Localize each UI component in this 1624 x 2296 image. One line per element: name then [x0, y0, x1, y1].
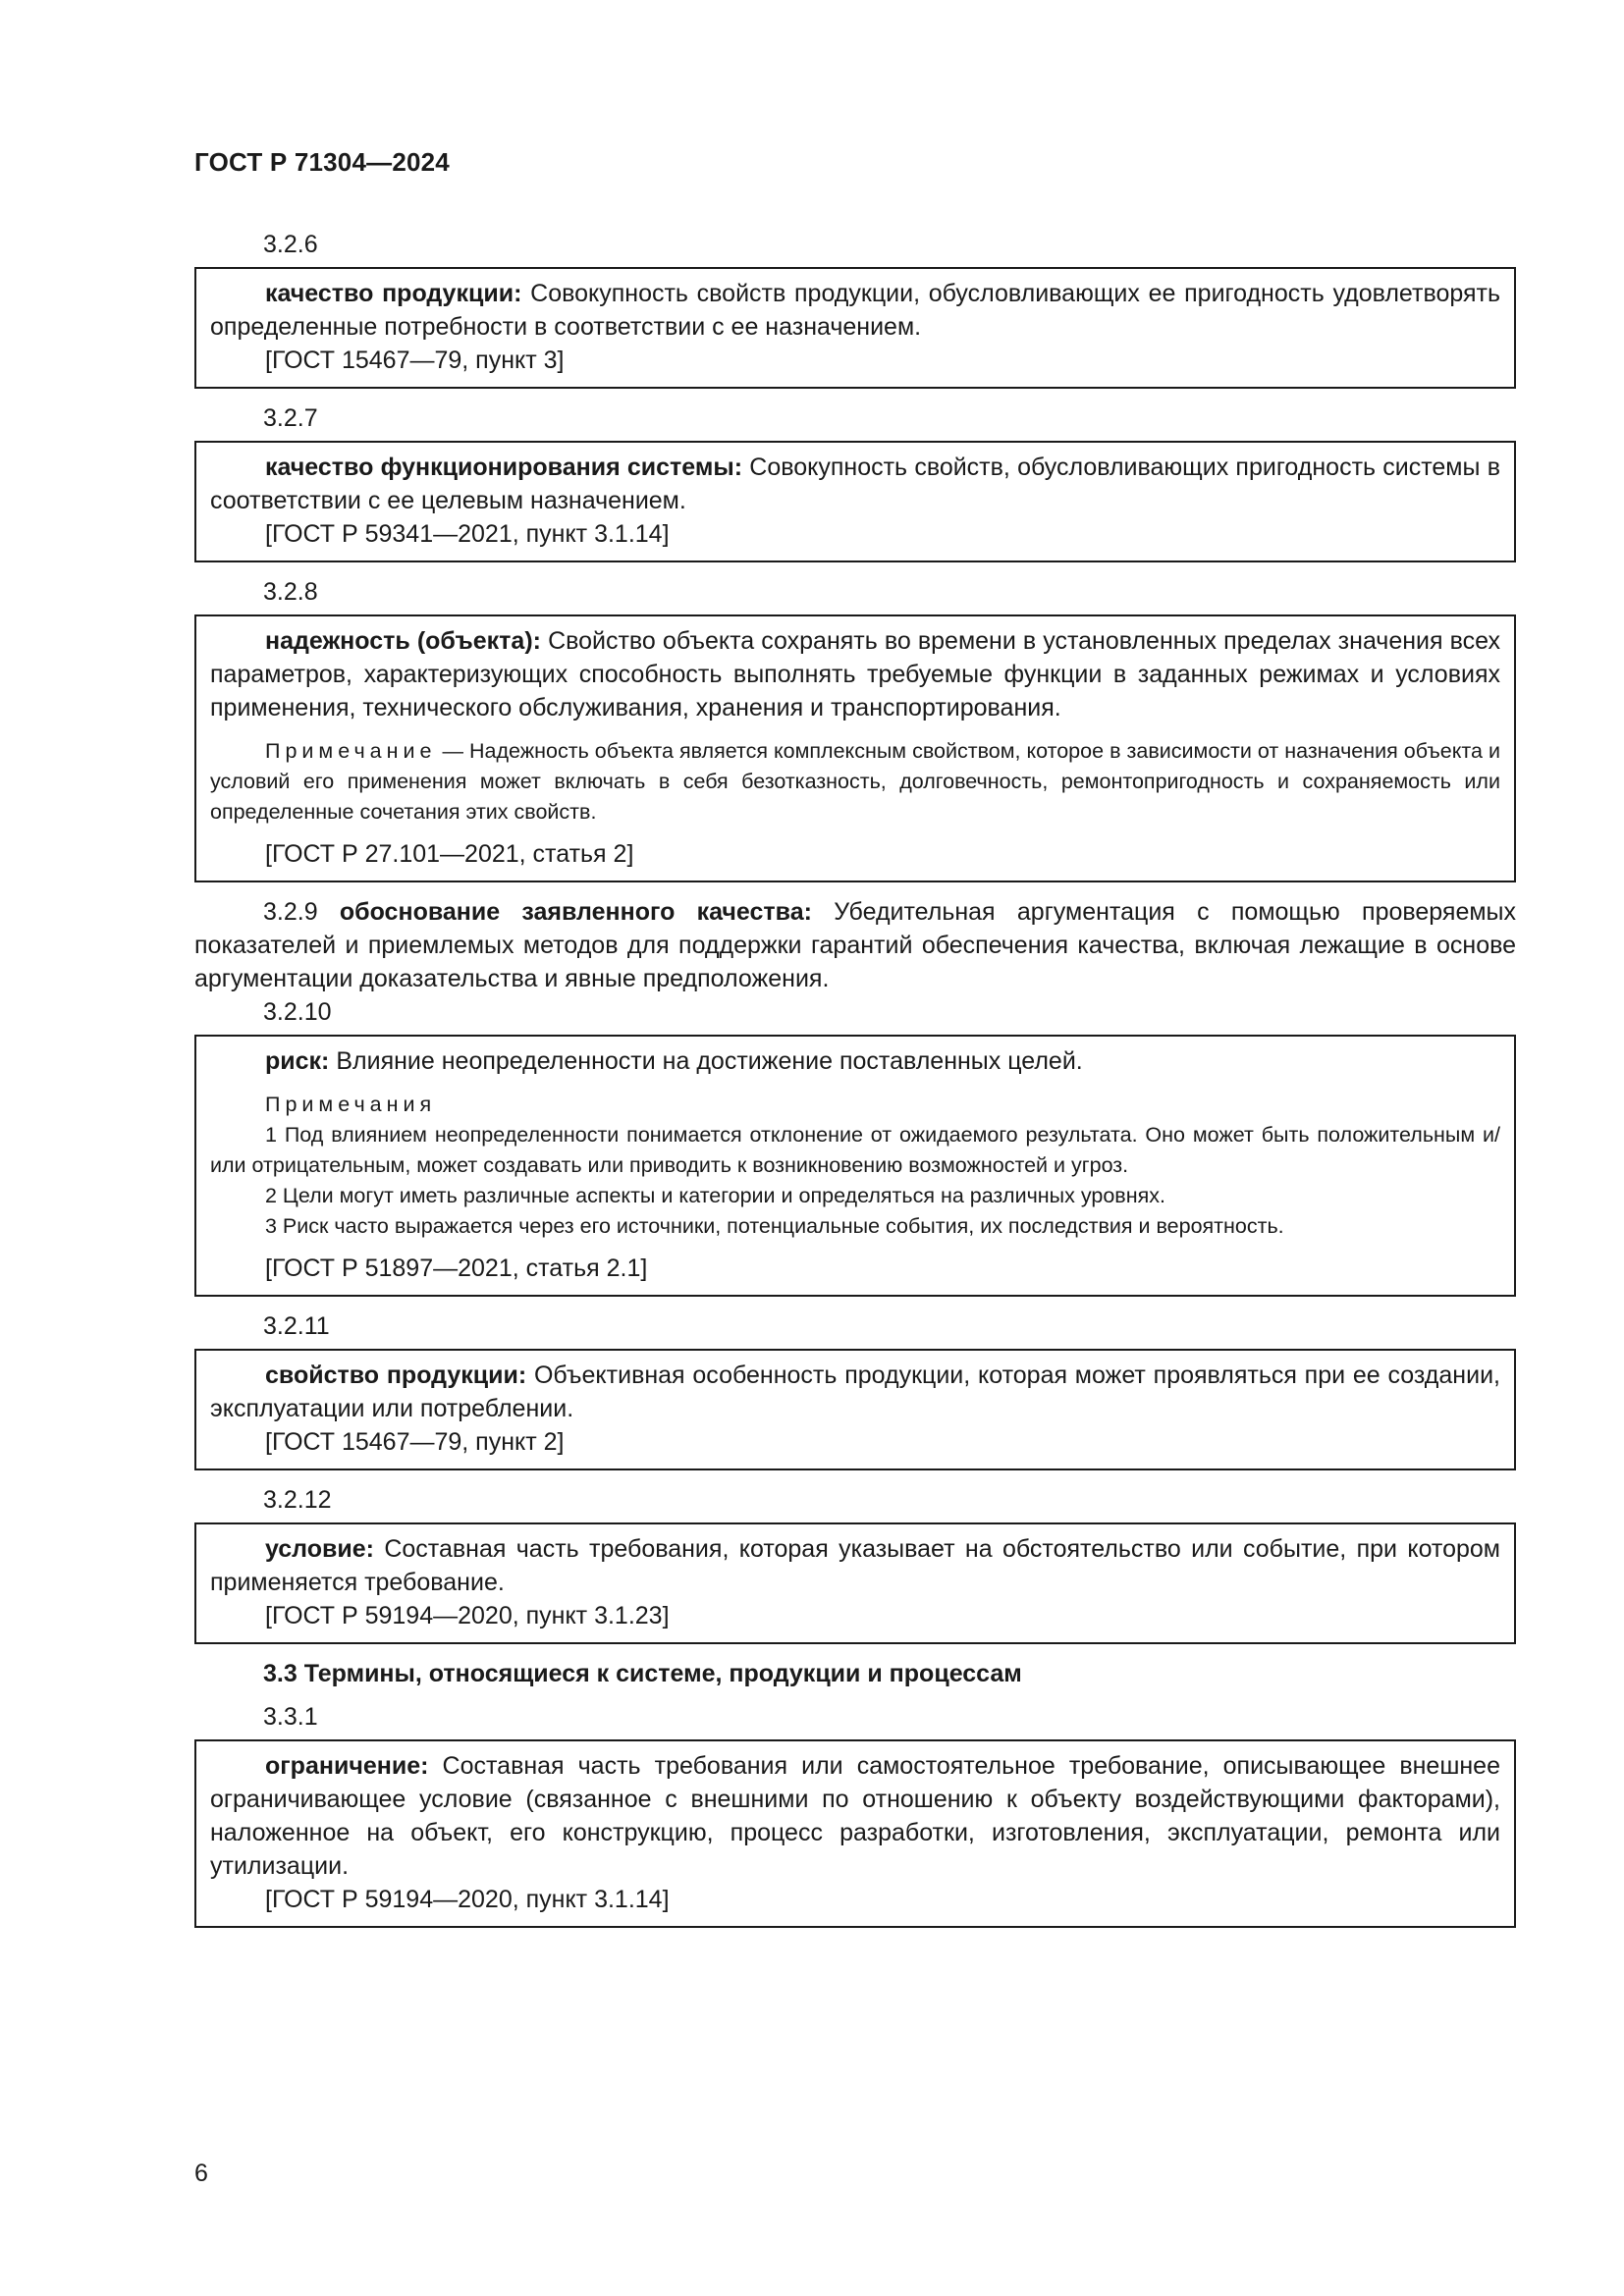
- definition-text: Составная часть требования или самостоятельное требование, описывающее внешнее ограничивающее условие (связанное с внешними по отношению к объекту воздействующими факторами), наложенное на объект, его конструкцию, процесс разработки, изготовления, эксплуатации, ремонта или утилизации.: [210, 1752, 1500, 1880]
- term-box: [194, 1035, 1516, 1297]
- notes-label: Примечания: [265, 1093, 437, 1116]
- term-source: [ГОСТ 15467—79, пункт 3]: [265, 347, 565, 374]
- term-definition: [210, 1532, 1500, 1599]
- term-notes: [210, 1090, 1500, 1242]
- term-box: [194, 1349, 1516, 1470]
- term-definition: [210, 451, 1500, 517]
- term-number: 3.2.7: [263, 404, 318, 432]
- term-box: [194, 1522, 1516, 1644]
- term-source: [ГОСТ Р 27.101—2021, статья 2]: [265, 840, 634, 868]
- term-number: 3.2.6: [263, 231, 318, 258]
- document-body: [194, 228, 1516, 1941]
- term-definition: [210, 1044, 1500, 1078]
- term-name: обоснование заявленного качества:: [339, 898, 812, 926]
- term-name: ограничение:: [265, 1752, 429, 1780]
- term-definition: [210, 277, 1500, 344]
- term-definition: [210, 1749, 1500, 1883]
- term-source: [ГОСТ Р 59194—2020, пункт 3.1.14]: [265, 1886, 670, 1913]
- definition-text: Убедительная аргументация с помощью проверяемых показателей и приемлемых методов для поддержки гарантий обеспечения качества, включая лежащие в основе аргументации доказательства и явные предположения.: [194, 898, 1517, 992]
- term-number: 3.3.1: [263, 1703, 318, 1731]
- term-name: качество функционирования системы:: [265, 454, 743, 481]
- term-source: [ГОСТ Р 51897—2021, статья 2.1]: [265, 1255, 648, 1282]
- term-box: [194, 1739, 1516, 1928]
- section-title: 3.3 Термины, относящиеся к системе, продукции и процессам: [263, 1660, 1022, 1687]
- definition-text: Составная часть требования, которая указывает на обстоятельство или событие, при котором применяется требование.: [210, 1535, 1500, 1596]
- page-number: 6: [194, 2160, 208, 2187]
- note-label: Примечание: [265, 739, 437, 763]
- term-number: 3.2.12: [263, 1486, 332, 1514]
- term-number-inline: 3.2.9: [263, 898, 318, 926]
- definition-text: Объективная особенность продукции, которая может проявляться при ее создании, эксплуатации или потреблении.: [210, 1362, 1500, 1422]
- definition-text: Влияние неопределенности на достижение поставленных целей.: [336, 1047, 1083, 1075]
- definition-text: Совокупность свойств продукции, обусловливающих ее пригодность удовлетворять определенные потребности в соответствии с ее назначением.: [210, 280, 1500, 341]
- term-number: 3.2.10: [263, 998, 332, 1026]
- term-definition: [210, 1359, 1500, 1425]
- term-name: свойство продукции:: [265, 1362, 527, 1389]
- note-item: 1 Под влиянием неопределенности понимается отклонение от ожидаемого результата. Оно может быть положительным и/или отрицательным, может создавать или приводить к возникновению возможностей и угроз.: [210, 1123, 1500, 1177]
- note-item: 3 Риск часто выражается через его источники, потенциальные события, их последствия и вероятность.: [265, 1214, 1284, 1238]
- term-number: 3.2.8: [263, 578, 318, 606]
- term-box: [194, 614, 1516, 882]
- term-number: 3.2.11: [263, 1312, 330, 1340]
- term-source: [ГОСТ Р 59194—2020, пункт 3.1.23]: [265, 1602, 670, 1629]
- term-source: [ГОСТ Р 59341—2021, пункт 3.1.14]: [265, 520, 670, 548]
- term-box: [194, 267, 1516, 389]
- term-definition: [210, 624, 1500, 724]
- term-name: условие:: [265, 1535, 374, 1563]
- term-name: надежность (объекта):: [265, 627, 541, 655]
- definition-text: Свойство объекта сохранять во времени в установленных пределах значения всех параметров, характеризующих способность выполнять требуемые функции в заданных режимах и условиях применения, технического обслуживания, хранения и транспортирования.: [210, 627, 1500, 721]
- term-name: качество продукции:: [265, 280, 522, 307]
- term-box: [194, 441, 1516, 562]
- term-source: [ГОСТ 15467—79, пункт 2]: [265, 1428, 565, 1456]
- document-header: ГОСТ Р 71304—2024: [194, 147, 450, 177]
- term-name: риск:: [265, 1047, 330, 1075]
- note-item: 2 Цели могут иметь различные аспекты и категории и определяться на различных уровнях.: [265, 1184, 1165, 1207]
- term-note: [210, 736, 1500, 828]
- term-definition-plain: [194, 895, 1516, 995]
- definition-text: Совокупность свойств, обусловливающих пригодность системы в соответствии с ее целевым назначением.: [210, 454, 1500, 514]
- note-text: — Надежность объекта является комплексным свойством, которое в зависимости от назначения объекта и условий его применения может включать в себя безотказность, долговечность, ремонтопригодность и сохраняемость или определенные сочетания этих свойств.: [210, 739, 1500, 824]
